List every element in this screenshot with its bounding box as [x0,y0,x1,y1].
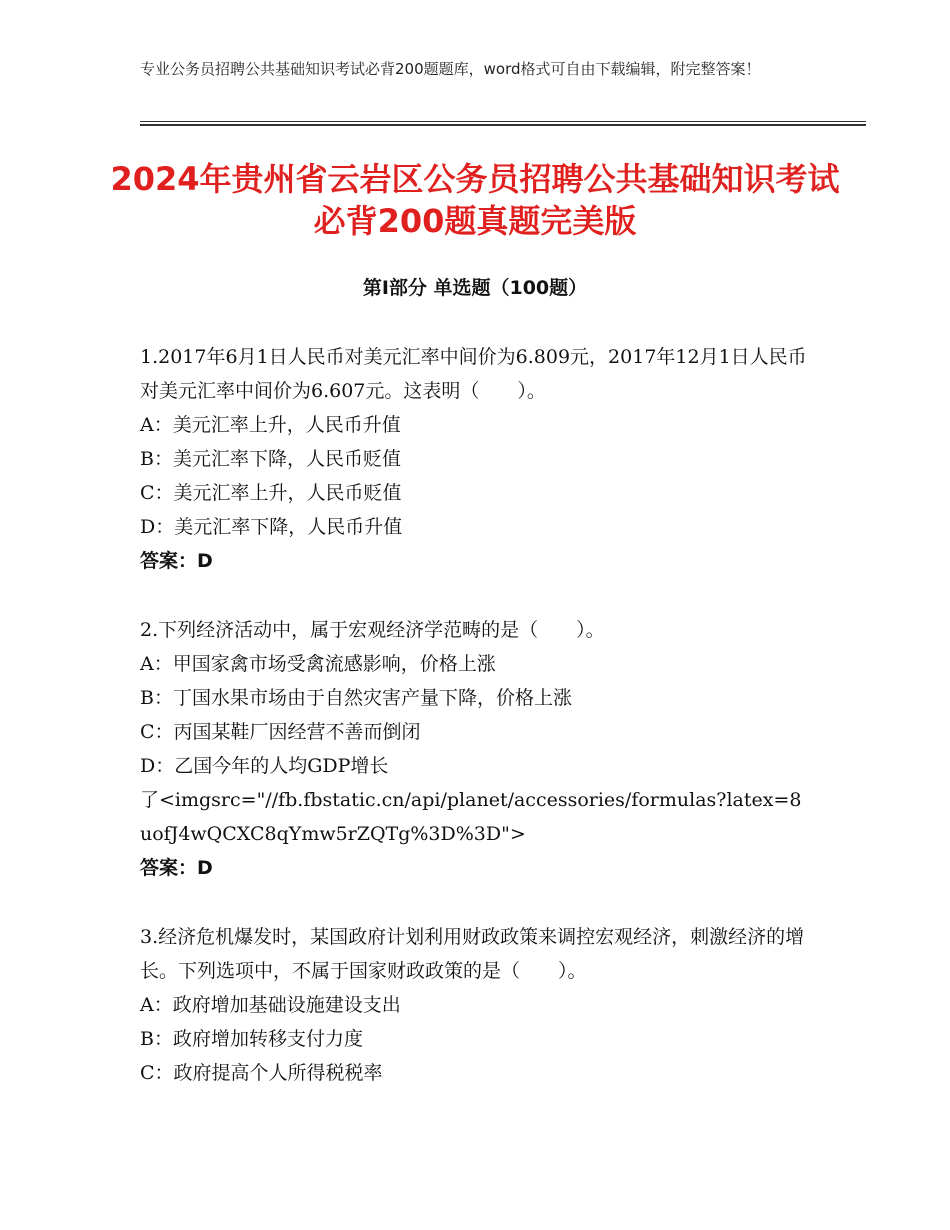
question-3 [140,920,808,1090]
option-a: A：政府增加基础设施建设支出 [140,994,401,1016]
header-note: 专业公务员招聘公共基础知识考试必背200题题库，word格式可自由下载编辑，附完整答案！ [140,60,761,78]
option-b: B：政府增加转移支付力度 [140,1028,363,1050]
question-list [140,340,808,1125]
raw-formula-text: 了<imgsrc="//fb.fbstatic.cn/api/planet/accessories/formulas?latex=8uofJ4wQCXC8qYmw5rZQTg%3D%3D"> [140,789,802,845]
question-2 [140,613,808,885]
option-c: C：丙国某鞋厂因经营不善而倒闭 [140,721,421,743]
answer: 答案：D [140,550,213,572]
question-stem: 1.2017年6月1日人民币对美元汇率中间价为6.809元，2017年12月1日人民币对美元汇率中间价为6.607元。这表明（ ）。 [140,346,807,402]
option-a: A：美元汇率上升，人民币升值 [140,414,401,436]
answer: 答案：D [140,857,213,879]
document-title: 2024年贵州省云岩区公务员招聘公共基础知识考试必背200题真题完美版 [110,160,840,240]
option-d: D：乙国今年的人均GDP增长 [140,755,389,777]
option-b: B：丁国水果市场由于自然灾害产量下降，价格上涨 [140,687,572,709]
question-1 [140,340,808,578]
question-stem: 3.经济危机爆发时，某国政府计划利用财政政策来调控宏观经济，刺激经济的增长。下列选项中，不属于国家财政政策的是（ ）。 [140,926,805,982]
option-c: C：政府提高个人所得税税率 [140,1062,383,1084]
option-b: B：美元汇率下降，人民币贬值 [140,448,401,470]
option-d: D：美元汇率下降，人民币升值 [140,516,403,538]
section-title: 第Ⅰ部分 单选题（100题） [362,277,588,299]
header-rule-thick [140,124,866,126]
question-stem: 2.下列经济活动中，属于宏观经济学范畴的是（ ）。 [140,619,605,641]
option-c: C：美元汇率上升，人民币贬值 [140,482,402,504]
option-a: A：甲国家禽市场受禽流感影响，价格上涨 [140,653,496,675]
header-rule-thin [140,121,866,122]
